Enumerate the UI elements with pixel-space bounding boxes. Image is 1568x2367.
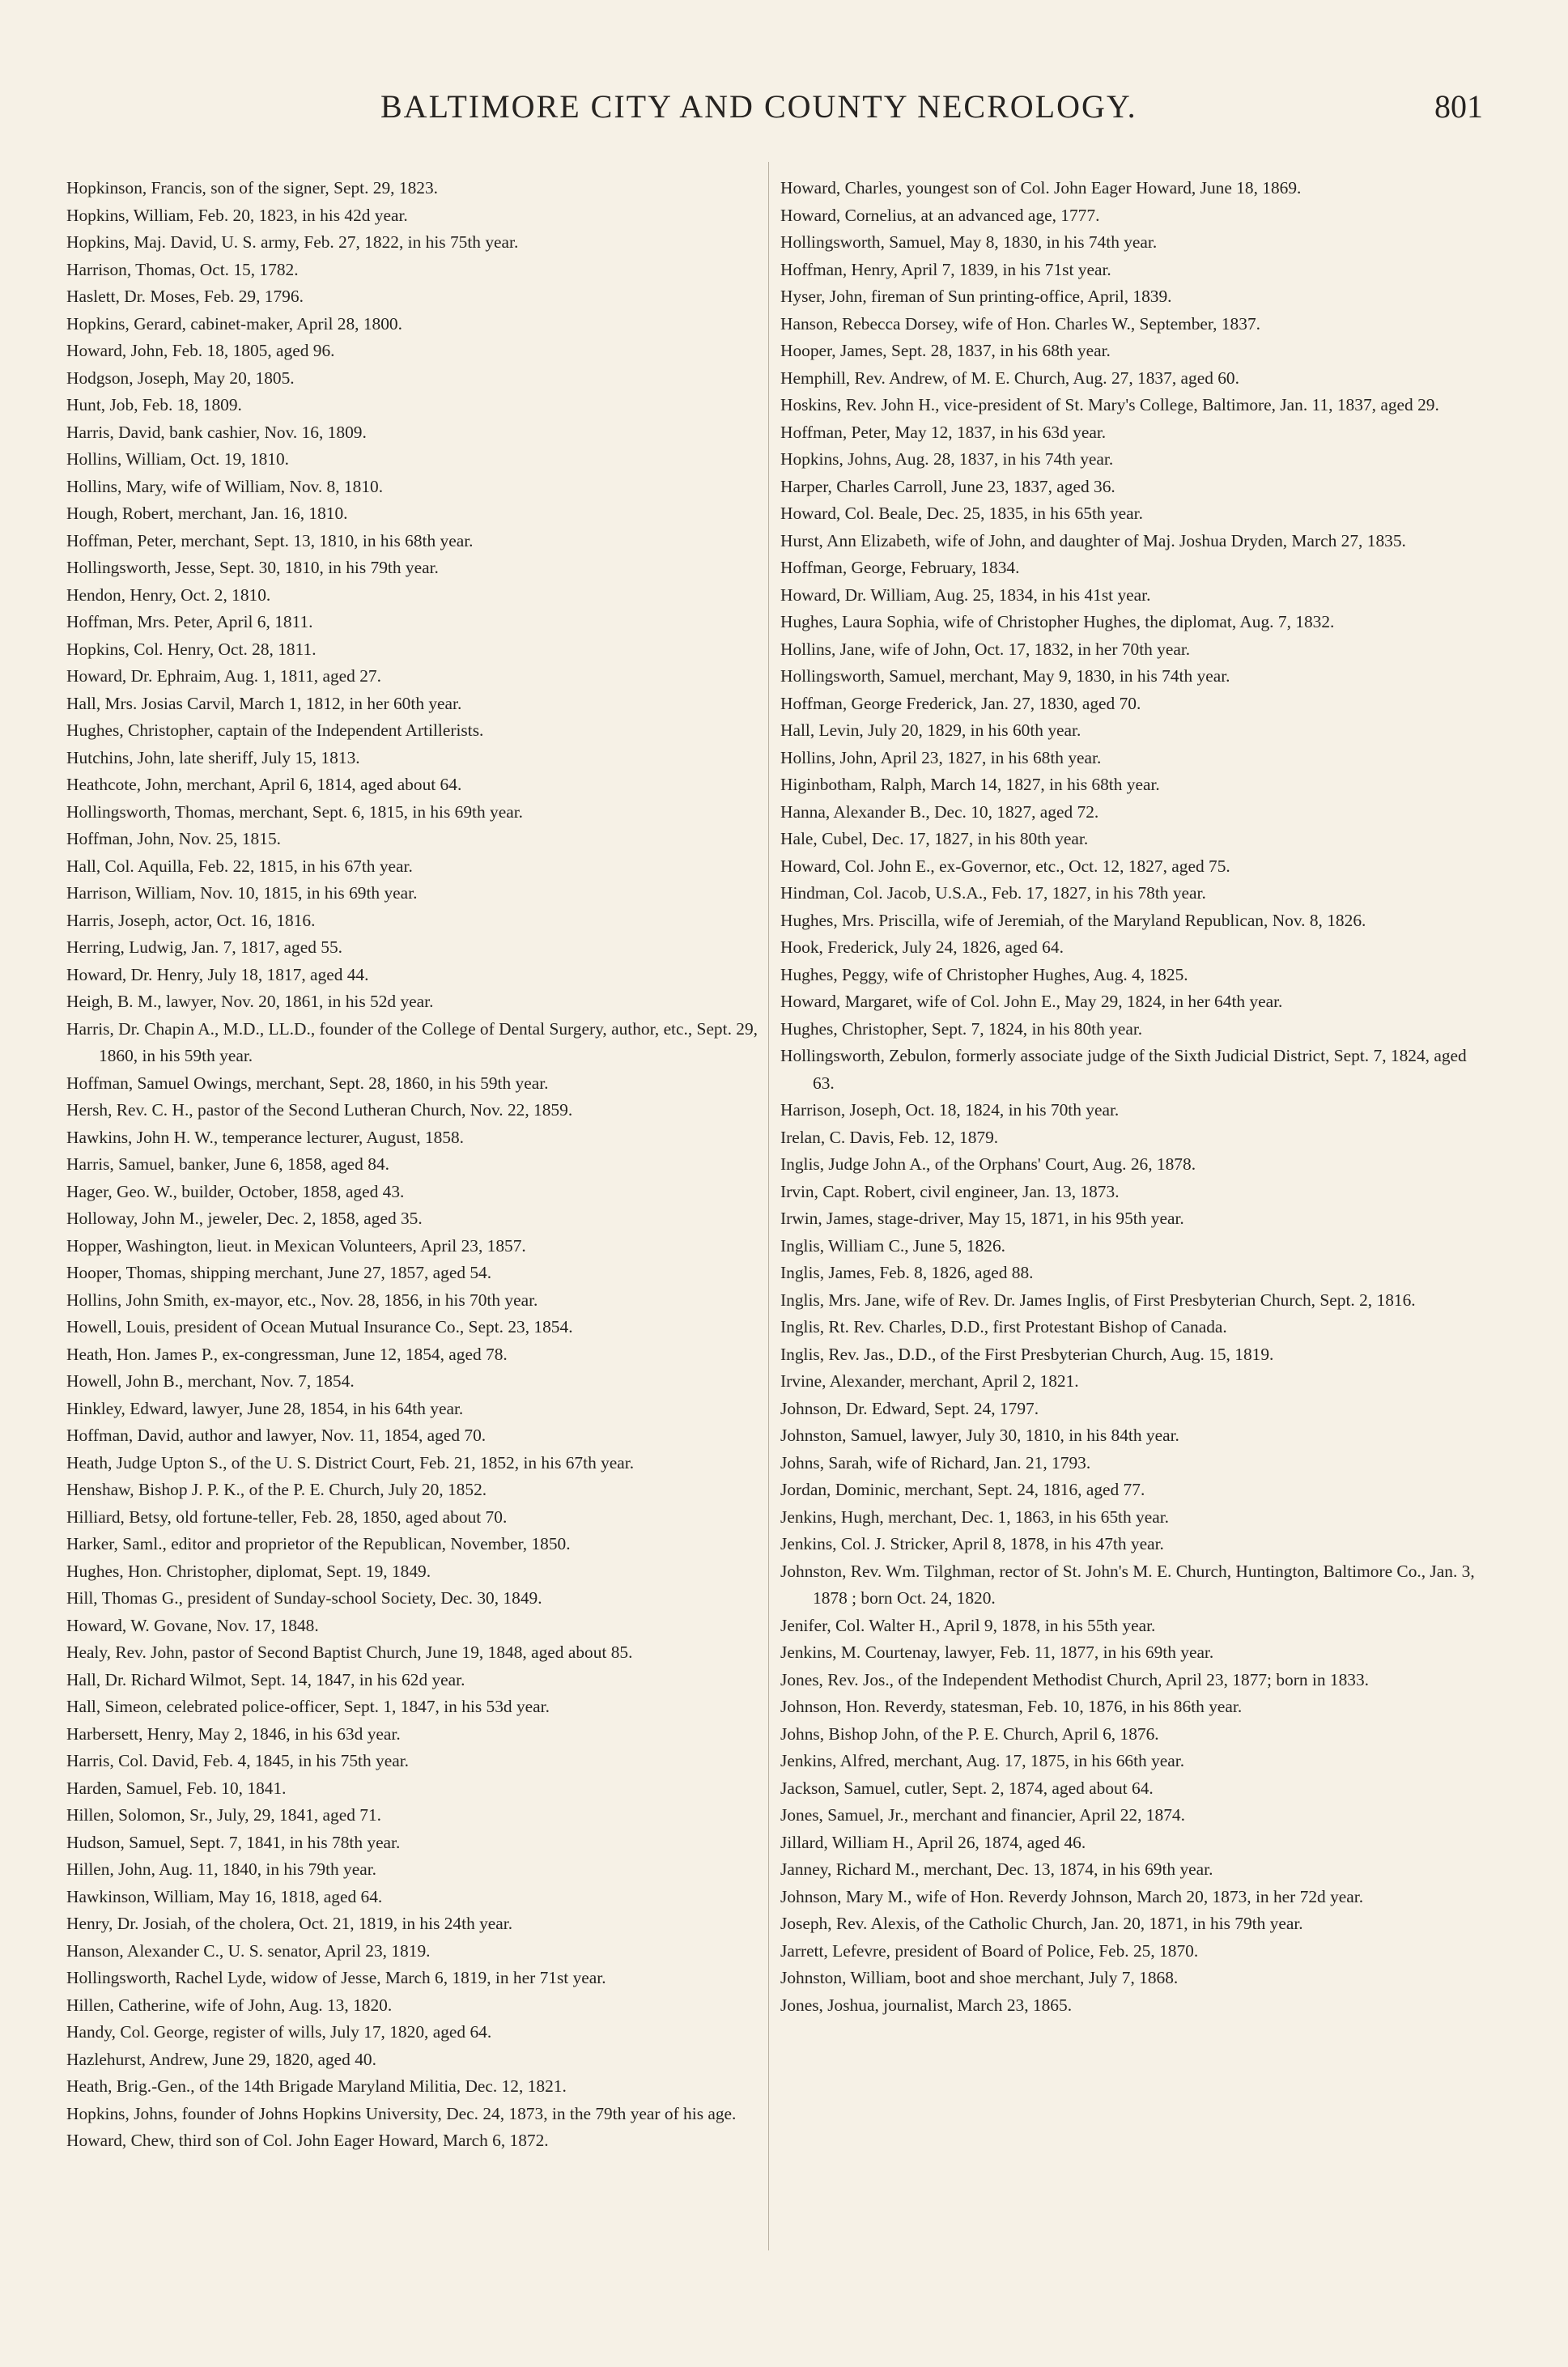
necrology-entry: Hughes, Laura Sophia, wife of Christopher Hughes, the diplomat, Aug. 7, 1832. bbox=[780, 612, 1335, 631]
necrology-entry: Henry, Dr. Josiah, of the cholera, Oct. 21, 1819, in his 24th year. bbox=[66, 1914, 513, 1933]
necrology-entry: Hodgson, Joseph, May 20, 1805. bbox=[66, 368, 295, 388]
necrology-entry: Hoffman, Peter, merchant, Sept. 13, 1810, in his 68th year. bbox=[66, 530, 474, 550]
necrology-entry: Hughes, Mrs. Priscilla, wife of Jeremiah, of the Maryland Republican, Nov. 8, 1826. bbox=[780, 910, 1366, 930]
necrology-entry: Howard, Col. John E., ex-Governor, etc., Oct. 12, 1827, aged 75. bbox=[780, 856, 1230, 876]
necrology-entry: Harrison, Thomas, Oct. 15, 1782. bbox=[66, 259, 299, 279]
necrology-entry: Heathcote, John, merchant, April 6, 1814, aged about 64. bbox=[66, 775, 462, 794]
necrology-entry: Irvine, Alexander, merchant, April 2, 1821. bbox=[780, 1371, 1079, 1391]
necrology-entry: Healy, Rev. John, pastor of Second Baptist Church, June 19, 1848, aged about 85. bbox=[66, 1642, 633, 1662]
necrology-entry: Hurst, Ann Elizabeth, wife of John, and daughter of Maj. Joshua Dryden, March 27, 1835. bbox=[780, 530, 1406, 550]
necrology-entry: Inglis, William C., June 5, 1826. bbox=[780, 1235, 1006, 1256]
necrology-entry: Howard, Dr. William, Aug. 25, 1834, in his 41st year. bbox=[780, 584, 1151, 605]
necrology-entry: Heath, Hon. James P., ex-congressman, June 12, 1854, aged 78. bbox=[66, 1344, 508, 1364]
necrology-entry: Hollins, John Smith, ex-mayor, etc., Nov. 28, 1856, in his 70th year. bbox=[66, 1290, 538, 1310]
necrology-entry: Hale, Cubel, Dec. 17, 1827, in his 80th year. bbox=[780, 829, 1089, 848]
necrology-entry: Hilliard, Betsy, old fortune-teller, Feb. 28, 1850, aged about 70. bbox=[66, 1506, 508, 1527]
necrology-entry: Jarrett, Lefevre, president of Board of Police, Feb. 25, 1870. bbox=[780, 1940, 1199, 1961]
necrology-entry: Inglis, Rev. Jas., D.D., of the First Presbyterian Church, Aug. 15, 1819. bbox=[780, 1344, 1274, 1364]
necrology-entry: Hopkins, Col. Henry, Oct. 28, 1811. bbox=[66, 639, 317, 659]
necrology-entry: Jenkins, Alfred, merchant, Aug. 17, 1875, in his 66th year. bbox=[780, 1751, 1185, 1770]
necrology-entry: Henshaw, Bishop J. P. K., of the P. E. Church, July 20, 1852. bbox=[66, 1480, 487, 1499]
necrology-entry: Howard, Margaret, wife of Col. John E., May 29, 1824, in her 64th year. bbox=[780, 992, 1283, 1011]
necrology-entry: Hughes, Christopher, captain of the Independent Artillerists. bbox=[66, 720, 484, 740]
necrology-entry: Johnson, Dr. Edward, Sept. 24, 1797. bbox=[780, 1398, 1039, 1418]
necrology-entry: Johnson, Hon. Reverdy, statesman, Feb. 10, 1876, in his 86th year. bbox=[780, 1697, 1243, 1716]
necrology-entry: Heigh, B. M., lawyer, Nov. 20, 1861, in his 52d year. bbox=[66, 992, 434, 1011]
necrology-entry: Hoffman, David, author and lawyer, Nov. 11, 1854, aged 70. bbox=[66, 1426, 487, 1445]
necrology-entry: Hook, Frederick, July 24, 1826, aged 64. bbox=[780, 937, 1064, 957]
necrology-entry: Hollingsworth, Samuel, merchant, May 9, 1830, in his 74th year. bbox=[780, 666, 1230, 686]
necrology-entry: Howard, Chew, third son of Col. John Eager Howard, March 6, 1872. bbox=[66, 2131, 549, 2150]
necrology-entry: Hemphill, Rev. Andrew, of M. E. Church, Aug. 27, 1837, aged 60. bbox=[780, 368, 1239, 388]
necrology-entry: Hollins, William, Oct. 19, 1810. bbox=[66, 449, 290, 469]
necrology-entry: Hersh, Rev. C. H., pastor of the Second Lutheran Church, Nov. 22, 1859. bbox=[66, 1100, 573, 1120]
necrology-entry: Howell, John B., merchant, Nov. 7, 1854. bbox=[66, 1371, 355, 1391]
necrology-entry: Johnston, William, boot and shoe merchant, July 7, 1868. bbox=[780, 1968, 1179, 1987]
necrology-entry: Hoffman, George, February, 1834. bbox=[780, 558, 1020, 577]
necrology-entry: Handy, Col. George, register of wills, July 17, 1820, aged 64. bbox=[66, 2022, 492, 2042]
necrology-entry: Hopkins, Maj. David, U. S. army, Feb. 27, 1822, in his 75th year. bbox=[66, 232, 519, 252]
necrology-entry: Howard, W. Govane, Nov. 17, 1848. bbox=[66, 1615, 319, 1635]
necrology-entry: Hoffman, Mrs. Peter, April 6, 1811. bbox=[66, 612, 313, 631]
necrology-entry: Hendon, Henry, Oct. 2, 1810. bbox=[66, 584, 271, 605]
necrology-entry: Janney, Richard M., merchant, Dec. 13, 1874, in his 69th year. bbox=[780, 1859, 1213, 1879]
necrology-entry: Inglis, Rt. Rev. Charles, D.D., first Protestant Bishop of Canada. bbox=[780, 1317, 1227, 1336]
necrology-entry: Hanson, Rebecca Dorsey, wife of Hon. Charles W., September, 1837. bbox=[780, 313, 1260, 334]
necrology-entry: Hollingsworth, Rachel Lyde, widow of Jesse, March 6, 1819, in her 71st year. bbox=[66, 1968, 606, 1987]
necrology-entry: Hillen, Catherine, wife of John, Aug. 13, 1820. bbox=[66, 1995, 393, 2015]
necrology-entry: Harris, Dr. Chapin A., M.D., LL.D., founder of the College of Dental Surgery, author, etc., Sept. 29, 1860, in his 59th year. bbox=[66, 1018, 759, 1065]
necrology-entry: Howard, Dr. Ephraim, Aug. 1, 1811, aged 27. bbox=[66, 666, 381, 686]
necrology-entry: Higinbotham, Ralph, March 14, 1827, in his 68th year. bbox=[780, 775, 1160, 794]
necrology-entry: Hall, Levin, July 20, 1829, in his 60th year. bbox=[780, 720, 1081, 740]
necrology-entry: Hill, Thomas G., president of Sunday-school Society, Dec. 30, 1849. bbox=[66, 1588, 542, 1608]
necrology-entry: Johnson, Mary M., wife of Hon. Reverdy Johnson, March 20, 1873, in her 72d year. bbox=[780, 1886, 1364, 1906]
necrology-entry: Hoffman, George Frederick, Jan. 27, 1830, aged 70. bbox=[780, 693, 1141, 713]
necrology-entry: Hall, Mrs. Josias Carvil, March 1, 1812, in her 60th year. bbox=[66, 693, 462, 713]
necrology-entry: Jenkins, Hugh, merchant, Dec. 1, 1863, in his 65th year. bbox=[780, 1506, 1170, 1527]
necrology-entry: Hoffman, Samuel Owings, merchant, Sept. 28, 1860, in his 59th year. bbox=[66, 1073, 549, 1093]
necrology-entry: Hopper, Washington, lieut. in Mexican Volunteers, April 23, 1857. bbox=[66, 1235, 526, 1256]
necrology-entry: Hinkley, Edward, lawyer, June 28, 1854, in his 64th year. bbox=[66, 1398, 464, 1418]
necrology-entry: Hunt, Job, Feb. 18, 1809. bbox=[66, 395, 242, 414]
necrology-entry: Irvin, Capt. Robert, civil engineer, Jan. 13, 1873. bbox=[780, 1181, 1120, 1201]
necrology-entry: Hollingsworth, Jesse, Sept. 30, 1810, in his 79th year. bbox=[66, 558, 439, 577]
necrology-entry: Hoffman, Peter, May 12, 1837, in his 63d year. bbox=[780, 422, 1107, 442]
necrology-entry: Hutchins, John, late sheriff, July 15, 1813. bbox=[66, 747, 360, 767]
necrology-entry: Hopkins, Johns, Aug. 28, 1837, in his 74th year. bbox=[780, 449, 1114, 469]
necrology-entry: Hindman, Col. Jacob, U.S.A., Feb. 17, 1827, in his 78th year. bbox=[780, 883, 1206, 903]
necrology-entry: Hillen, John, Aug. 11, 1840, in his 79th year. bbox=[66, 1859, 377, 1879]
necrology-entry: Harbersett, Henry, May 2, 1846, in his 63d year. bbox=[66, 1723, 401, 1744]
necrology-entry: Howard, Cornelius, at an advanced age, 1777. bbox=[780, 205, 1100, 225]
necrology-entry: Irwin, James, stage-driver, May 15, 1871, in his 95th year. bbox=[780, 1209, 1184, 1228]
necrology-entry: Harris, Col. David, Feb. 4, 1845, in his 75th year. bbox=[66, 1751, 410, 1770]
necrology-entry: Hall, Dr. Richard Wilmot, Sept. 14, 1847, in his 62d year. bbox=[66, 1669, 465, 1689]
necrology-entry: Hollins, John, April 23, 1827, in his 68th year. bbox=[780, 747, 1102, 767]
necrology-entry: Inglis, Mrs. Jane, wife of Rev. Dr. James Inglis, of First Presbyterian Church, Sept. 2, 1816. bbox=[780, 1290, 1416, 1310]
necrology-entry: Hollingsworth, Zebulon, formerly associate judge of the Sixth Judicial District, Sept. 7, 1824, aged 63. bbox=[780, 1046, 1467, 1093]
necrology-entry: Johnston, Rev. Wm. Tilghman, rector of St. John's M. E. Church, Huntington, Baltimore Co., Jan. 3, 1878 ; born Oct. 24, 1820. bbox=[780, 1561, 1475, 1608]
necrology-entry: Hanna, Alexander B., Dec. 10, 1827, aged 72. bbox=[780, 801, 1099, 822]
necrology-entry: Harker, Saml., editor and proprietor of the Republican, November, 1850. bbox=[66, 1534, 571, 1553]
necrology-entry: Howell, Louis, president of Ocean Mutual Insurance Co., Sept. 23, 1854. bbox=[66, 1317, 573, 1336]
necrology-entry: Jackson, Samuel, cutler, Sept. 2, 1874, aged about 64. bbox=[780, 1778, 1154, 1798]
necrology-entry: Hall, Col. Aquilla, Feb. 22, 1815, in his 67th year. bbox=[66, 856, 413, 876]
page-header bbox=[0, 87, 1568, 136]
running-title: BALTIMORE CITY AND COUNTY NECROLOGY. bbox=[380, 88, 1137, 125]
necrology-entry: Jordan, Dominic, merchant, Sept. 24, 1816, aged 77. bbox=[780, 1480, 1145, 1499]
necrology-entry: Harden, Samuel, Feb. 10, 1841. bbox=[66, 1778, 287, 1798]
necrology-entry: Heath, Judge Upton S., of the U. S. District Court, Feb. 21, 1852, in his 67th year. bbox=[66, 1452, 635, 1472]
necrology-entry: Hanson, Alexander C., U. S. senator, April 23, 1819. bbox=[66, 1940, 431, 1961]
necrology-entry: Jones, Rev. Jos., of the Independent Methodist Church, April 23, 1877; born in 1833. bbox=[780, 1669, 1370, 1689]
necrology-entry: Harris, David, bank cashier, Nov. 16, 1809. bbox=[66, 422, 367, 442]
necrology-entry: Harris, Samuel, banker, June 6, 1858, aged 84. bbox=[66, 1154, 389, 1174]
necrology-entry: Jones, Joshua, journalist, March 23, 1865. bbox=[780, 1995, 1073, 2015]
necrology-entry: Hollingsworth, Thomas, merchant, Sept. 6, 1815, in his 69th year. bbox=[66, 801, 524, 822]
necrology-entry: Hawkins, John H. W., temperance lecturer, August, 1858. bbox=[66, 1127, 465, 1147]
necrology-entry: Hudson, Samuel, Sept. 7, 1841, in his 78th year. bbox=[66, 1832, 401, 1852]
necrology-entry: Hazlehurst, Andrew, June 29, 1820, aged 40. bbox=[66, 2049, 376, 2069]
necrology-entry: Hall, Simeon, celebrated police-officer, Sept. 1, 1847, in his 53d year. bbox=[66, 1697, 550, 1716]
necrology-entry: Hawkinson, William, May 16, 1818, aged 64. bbox=[66, 1886, 383, 1906]
necrology-entry: Hough, Robert, merchant, Jan. 16, 1810. bbox=[66, 504, 348, 523]
necrology-entry: Hager, Geo. W., builder, October, 1858, aged 43. bbox=[66, 1181, 405, 1201]
necrology-entry: Hopkins, Johns, founder of Johns Hopkins University, Dec. 24, 1873, in the 79th year of his age. bbox=[66, 2103, 737, 2123]
necrology-entry: Hollingsworth, Samuel, May 8, 1830, in his 74th year. bbox=[780, 232, 1158, 252]
necrology-entry: Inglis, Judge John A., of the Orphans' Court, Aug. 26, 1878. bbox=[780, 1154, 1196, 1174]
necrology-entry: Howard, Charles, youngest son of Col. John Eager Howard, June 18, 1869. bbox=[780, 178, 1302, 198]
necrology-entry: Howard, John, Feb. 18, 1805, aged 96. bbox=[66, 341, 335, 360]
necrology-entry: Hoffman, John, Nov. 25, 1815. bbox=[66, 829, 281, 848]
necrology-entry: Hollins, Jane, wife of John, Oct. 17, 1832, in her 70th year. bbox=[780, 639, 1191, 659]
necrology-entry: Inglis, James, Feb. 8, 1826, aged 88. bbox=[780, 1263, 1034, 1282]
necrology-entry: Hooper, James, Sept. 28, 1837, in his 68th year. bbox=[780, 341, 1111, 360]
page-number: 801 bbox=[1434, 88, 1483, 125]
necrology-entry: Hughes, Christopher, Sept. 7, 1824, in his 80th year. bbox=[780, 1018, 1143, 1039]
necrology-entry: Harrison, William, Nov. 10, 1815, in his 69th year. bbox=[66, 883, 418, 903]
necrology-entry: Harris, Joseph, actor, Oct. 16, 1816. bbox=[66, 910, 316, 930]
necrology-entry: Hughes, Peggy, wife of Christopher Hughes, Aug. 4, 1825. bbox=[780, 964, 1188, 984]
necrology-entry: Johnston, Samuel, lawyer, July 30, 1810, in his 84th year. bbox=[780, 1426, 1179, 1445]
necrology-entry: Hoffman, Henry, April 7, 1839, in his 71st year. bbox=[780, 259, 1111, 279]
necrology-entry: Joseph, Rev. Alexis, of the Catholic Church, Jan. 20, 1871, in his 79th year. bbox=[780, 1914, 1303, 1933]
necrology-entry: Hooper, Thomas, shipping merchant, June 27, 1857, aged 54. bbox=[66, 1263, 492, 1282]
necrology-entry: Hopkinson, Francis, son of the signer, Sept. 29, 1823. bbox=[66, 178, 439, 198]
necrology-entry: Howard, Col. Beale, Dec. 25, 1835, in his 65th year. bbox=[780, 504, 1143, 523]
necrology-entry: Haslett, Dr. Moses, Feb. 29, 1796. bbox=[66, 287, 304, 306]
left-column bbox=[66, 175, 771, 2155]
necrology-entry: Howard, Dr. Henry, July 18, 1817, aged 44. bbox=[66, 964, 369, 984]
right-column bbox=[780, 175, 1485, 2019]
necrology-entry: Heath, Brig.-Gen., of the 14th Brigade Maryland Militia, Dec. 12, 1821. bbox=[66, 2076, 567, 2096]
necrology-entry: Jones, Samuel, Jr., merchant and financier, April 22, 1874. bbox=[780, 1805, 1185, 1825]
necrology-entry: Harper, Charles Carroll, June 23, 1837, aged 36. bbox=[780, 476, 1115, 496]
column-divider bbox=[768, 162, 769, 2250]
necrology-entry: Herring, Ludwig, Jan. 7, 1817, aged 55. bbox=[66, 937, 342, 957]
necrology-entry: Johns, Sarah, wife of Richard, Jan. 21, 1793. bbox=[780, 1452, 1091, 1472]
necrology-entry: Jillard, William H., April 26, 1874, aged 46. bbox=[780, 1832, 1086, 1852]
necrology-entry: Hopkins, Gerard, cabinet-maker, April 28, 1800. bbox=[66, 313, 402, 334]
necrology-entry: Hopkins, William, Feb. 20, 1823, in his 42d year. bbox=[66, 205, 408, 225]
necrology-entry: Jenkins, Col. J. Stricker, April 8, 1878, in his 47th year. bbox=[780, 1534, 1164, 1553]
necrology-entry: Hollins, Mary, wife of William, Nov. 8, 1810. bbox=[66, 476, 384, 496]
necrology-entry: Harrison, Joseph, Oct. 18, 1824, in his 70th year. bbox=[780, 1100, 1120, 1120]
necrology-entry: Irelan, C. Davis, Feb. 12, 1879. bbox=[780, 1127, 999, 1147]
necrology-entry: Hyser, John, fireman of Sun printing-office, April, 1839. bbox=[780, 287, 1172, 306]
necrology-entry: Jenkins, M. Courtenay, lawyer, Feb. 11, 1877, in his 69th year. bbox=[780, 1642, 1214, 1662]
necrology-entry: Hillen, Solomon, Sr., July, 29, 1841, aged 71. bbox=[66, 1805, 381, 1825]
necrology-entry: Jenifer, Col. Walter H., April 9, 1878, in his 55th year. bbox=[780, 1615, 1156, 1635]
necrology-entry: Holloway, John M., jeweler, Dec. 2, 1858, aged 35. bbox=[66, 1209, 423, 1228]
necrology-entry: Hoskins, Rev. John H., vice-president of St. Mary's College, Baltimore, Jan. 11, 1837, aged 29. bbox=[780, 395, 1439, 414]
necrology-entry: Hughes, Hon. Christopher, diplomat, Sept. 19, 1849. bbox=[66, 1561, 431, 1581]
necrology-entry: Johns, Bishop John, of the P. E. Church, April 6, 1876. bbox=[780, 1723, 1159, 1744]
